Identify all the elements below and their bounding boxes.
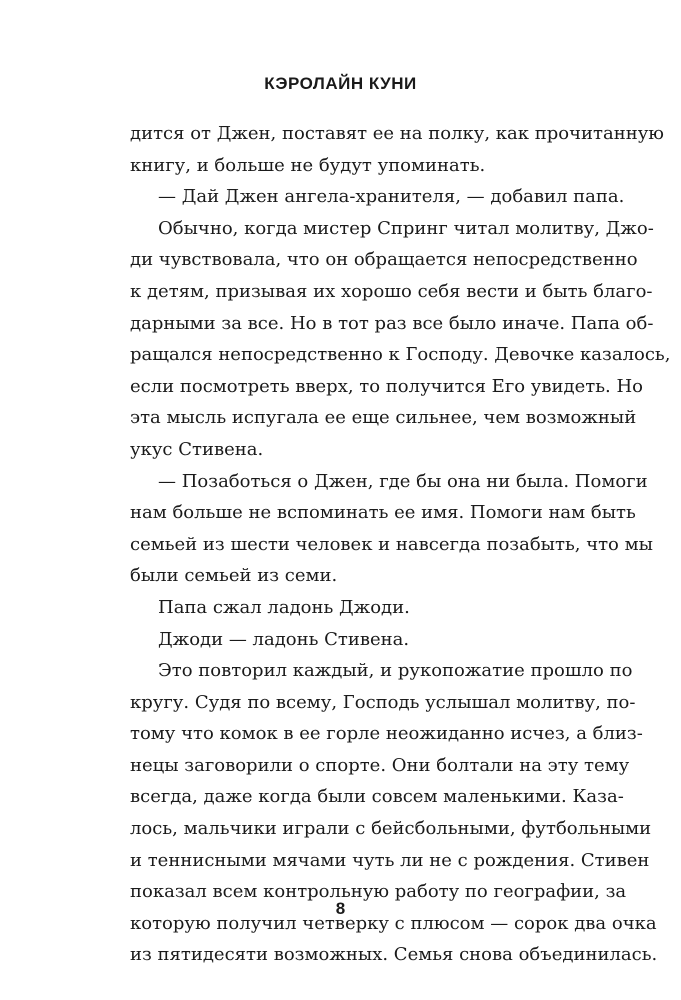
- text-line: показал всем контрольную работу по географии, за: [130, 881, 627, 903]
- text-line: — Позаботься о Джен, где бы она ни была. Помоги: [158, 470, 648, 492]
- text-line: нам больше не вспоминать ее имя. Помоги нам быть: [130, 502, 636, 524]
- text-line: которую получил четверку с плюсом — сорок два очка: [130, 912, 657, 934]
- page-number: 8: [335, 899, 346, 918]
- text-line: — Дай Джен ангела-хранителя, — добавил папа.: [158, 186, 625, 208]
- text-line: из пятидесяти возможных. Семья снова объединилась.: [130, 944, 658, 966]
- text-line: были семьей из семи.: [130, 565, 338, 587]
- text-line: Это повторил каждый, и рукопожатие прошло по: [158, 660, 633, 682]
- text-line: ращался непосредственно к Господу. Девочке казалось,: [130, 344, 671, 366]
- text-line: лось, мальчики играли с бейсбольными, футбольными: [130, 818, 652, 840]
- text-line: и теннисными мячами чуть ли не с рождения. Стивен: [130, 849, 650, 871]
- text-line: Обычно, когда мистер Спринг читал молитву, Джо-: [158, 217, 654, 239]
- text-line: нецы заговорили о спорте. Они болтали на эту тему: [130, 754, 630, 776]
- body-text: [130, 118, 671, 971]
- text-line: Джоди — ладонь Стивена.: [158, 628, 410, 650]
- text-line: кругу. Судя по всему, Господь услышал молитву, по-: [130, 691, 636, 713]
- text-line: тому что комок в ее горле неожиданно исчез, а близ-: [130, 723, 643, 745]
- text-line: эта мысль испугала ее еще сильнее, чем возможный: [130, 407, 637, 429]
- text-line: к детям, призывая их хорошо себя вести и быть благо-: [130, 280, 653, 302]
- text-line: дарными за все. Но в тот раз все было иначе. Папа об-: [130, 312, 654, 334]
- text-line: семьей из шести человек и навсегда позабыть, что мы: [130, 533, 653, 555]
- text-line: Папа сжал ладонь Джоди.: [158, 596, 410, 618]
- running-head: КЭРОЛАЙН КУНИ: [264, 74, 417, 93]
- text-line: укус Стивена.: [130, 438, 264, 460]
- text-line: всегда, даже когда были совсем маленькими. Каза-: [130, 786, 624, 808]
- text-line: если посмотреть вверх, то получится Его увидеть. Но: [130, 375, 643, 397]
- text-line: ди чувствовала, что он обращается непосредственно: [130, 249, 638, 271]
- text-line: книгу, и больше не будут упоминать.: [130, 154, 486, 176]
- text-line: дится от Джен, поставят ее на полку, как прочитанную: [130, 123, 664, 144]
